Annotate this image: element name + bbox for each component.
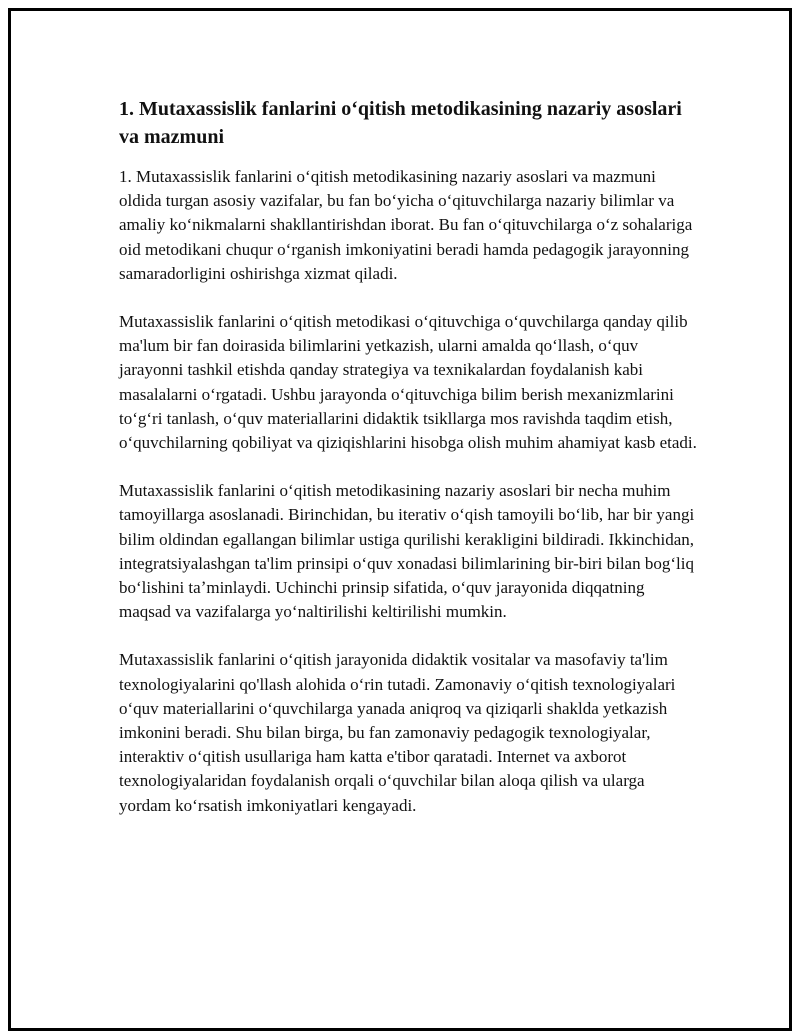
paragraph-1: 1. Mutaxassislik fanlarini oʻqitish metodikasining nazariy asoslari va mazmuni oldida turgan asosiy vazifalar, bu fan boʻyicha oʻqituvchilarga nazariy bilimlar va amaliy koʻnikmalarni shakllantirishdan iborat. Bu fan oʻqituvchilarga oʻz sohalariga oid metodikani chuqur oʻrganish imkoniyatini beradi hamda pedagogik jarayonning samaradorligini oshirishga xizmat qiladi. <box>119 167 693 283</box>
document-body <box>119 95 699 842</box>
paragraph-2: Mutaxassislik fanlarini oʻqitish metodikasi oʻqituvchiga oʻquvchilarga qanday qilib ma'lum bir fan doirasida bilimlarini yetkazish, ularni amalda qoʻllash, oʻquv jarayonni tashkil etishda qanday strategiya va texnikalardan foydalanish kabi masalalarni oʻrgatadi. Ushbu jarayonda oʻqituvchiga bilim berish mexanizmlarini toʻgʻri tanlash, oʻquv materiallarini didaktik tsikllarga mos ravishda taqdim etish, oʻquvchilarning qobiliyat va qiziqishlarini hisobga olish muhim ahamiyat kasb etadi. <box>119 312 697 453</box>
document-title: 1. Mutaxassislik fanlarini oʻqitish metodikasining nazariy asoslari va mazmuni <box>119 98 682 148</box>
paragraph-3: Mutaxassislik fanlarini oʻqitish metodikasining nazariy asoslari bir necha muhim tamoyillarga asoslanadi. Birinchidan, bu iterativ oʻqish tamoyili boʻlib, har bir yangi bilim oldindan egallangan bilimlar ustiga qurilishi kerakligini bildiradi. Ikkinchidan, integratsiyalashgan ta'lim prinsipi oʻquv xonadasi bilimlarining bir-biri bilan bogʻliq boʻlishini taʼminlaydi. Uchinchi prinsip sifatida, oʻquv jarayonida diqqatning maqsad va vazifalarga yoʻnaltirilishi keltirilishi mumkin. <box>119 481 695 622</box>
page-frame <box>8 8 792 1031</box>
paragraph-4: Mutaxassislik fanlarini oʻqitish jarayonida didaktik vositalar va masofaviy ta'lim texnologiyalarini qo'llash alohida oʻrin tutadi. Zamonaviy oʻqitish texnologiyalari oʻquv materiallarini oʻquvchilarga yanada aniqroq va qiziqarli shaklda yetkazish imkonini beradi. Shu bilan birga, bu fan zamonaviy pedagogik texnologiyalar, interaktiv oʻqitish usullariga ham katta e'tibor qaratadi. Internet va axborot texnologiyalaridan foydalanish orqali oʻquvchilar bilan aloqa qilish va ularga yordam koʻrsatish imkoniyatlari kengayadi. <box>119 650 676 815</box>
